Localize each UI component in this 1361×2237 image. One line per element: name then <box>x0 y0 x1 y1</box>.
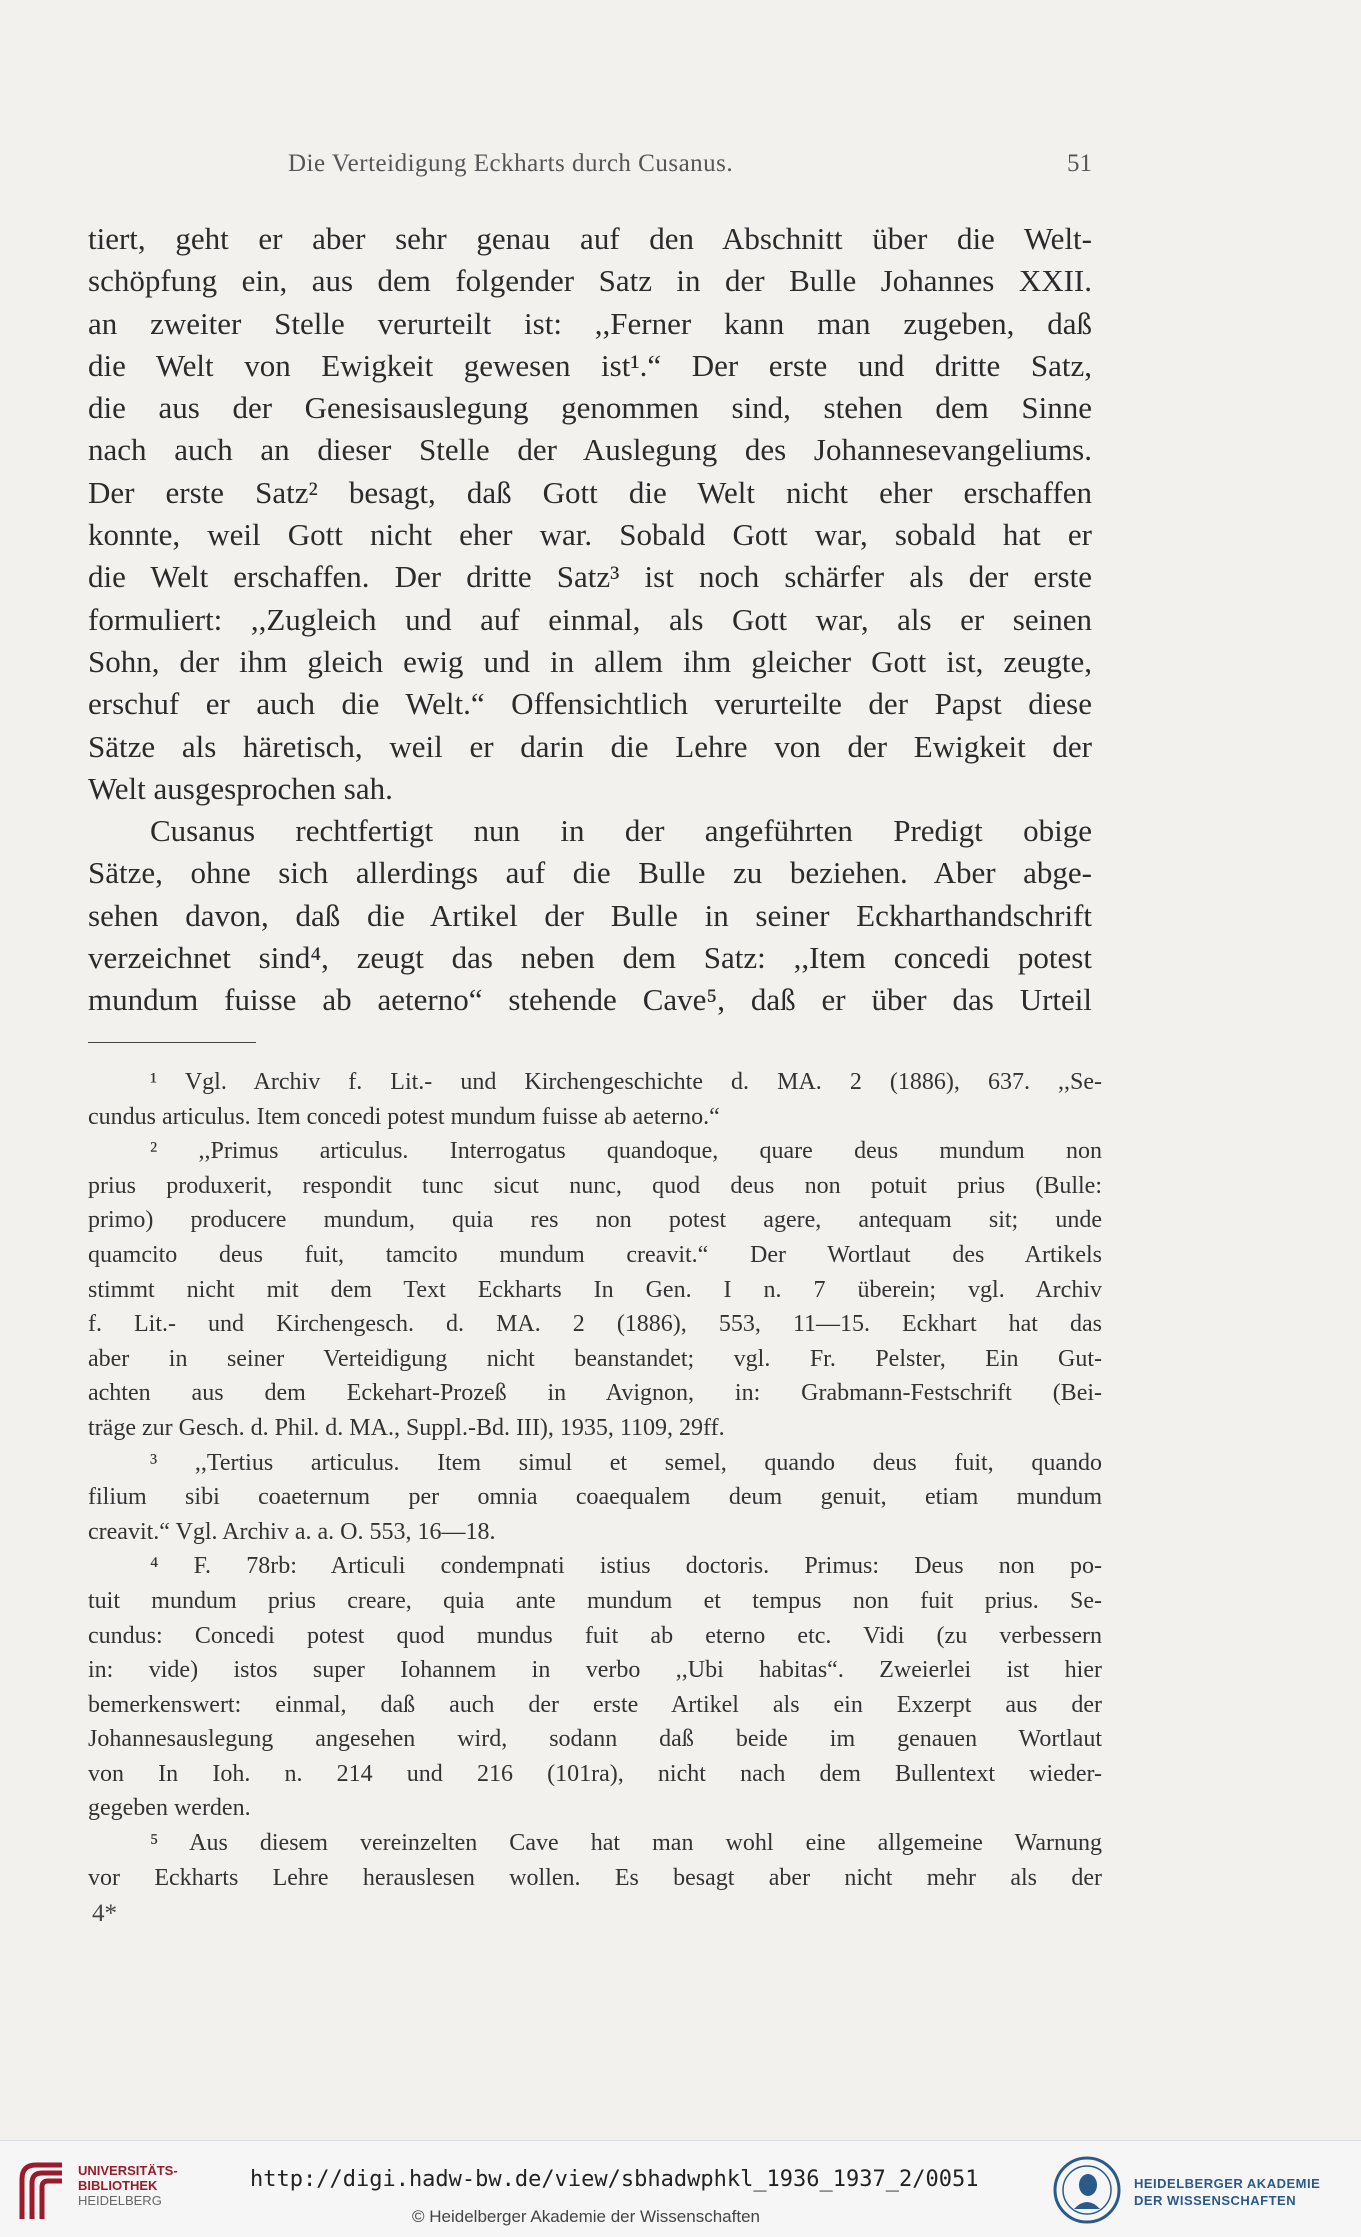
text-line: schöpfung ein, aus dem folgender Satz in der Bulle Johannes XXII. <box>88 263 1092 299</box>
text-line: Sohn, der ihm gleich ewig und in allem ihm gleicher Gott ist, zeugte, <box>88 643 1092 679</box>
footnote-line: in: vide) istos super Iohannem in verbo ,,Ubi habitas“. Zweierlei ist hier <box>88 1657 1102 1684</box>
footnote-line: ⁴ F. 78rb: Articuli condempnati istius doctoris. Primus: Deus non po- <box>150 1553 1102 1580</box>
footnote-line: ² ,,Primus articulus. Interrogatus quandoque, quare deus mundum non <box>150 1138 1102 1165</box>
footnotes <box>88 1065 1102 1895</box>
text-line: Welt ausgesprochen sah. <box>88 770 393 806</box>
text-line-indented: Cusanus rechtfertigt nun in der angeführten Predigt obige <box>150 813 1092 849</box>
footnote-line: cundus articulus. Item concedi potest mundum fuisse ab aeterno.“ <box>88 1103 720 1130</box>
footnote-line: gegeben werden. <box>88 1795 251 1822</box>
university-library-name <box>78 2163 178 2208</box>
text-line: formuliert: ,,Zugleich und auf einmal, als Gott war, als er seinen <box>88 601 1092 637</box>
footnote-line: Johannesauslegung angesehen wird, sodann daß beide im genauen Wortlaut <box>88 1726 1102 1753</box>
library-name-line1: UNIVERSITÄTS- <box>78 2163 178 2178</box>
text-line: konnte, weil Gott nicht eher war. Sobald Gott war, sobald hat er <box>88 517 1092 553</box>
text-line: an zweiter Stelle verurteilt ist: ,,Ferner kann man zugeben, daß <box>88 305 1092 341</box>
academy-seal-icon <box>1052 2155 1122 2225</box>
footnote-line: von In Ioh. n. 214 und 216 (101ra), nicht nach dem Bullentext wieder- <box>88 1760 1102 1787</box>
footnote-line: träge zur Gesch. d. Phil. d. MA., Suppl.-Bd. III), 1935, 1109, 29ff. <box>88 1414 725 1441</box>
footnote-line: aber in seiner Verteidigung nicht beanstandet; vgl. Fr. Pelster, Ein Gut- <box>88 1345 1102 1372</box>
copyright-notice: © Heidelberger Akademie der Wissenschaften <box>412 2207 760 2226</box>
footnote-line: ⁵ Aus diesem vereinzelten Cave hat man wohl eine allgemeine Warnung <box>150 1830 1102 1857</box>
text-line: Sätze, ohne sich allerdings auf die Bulle zu beziehen. Aber abge- <box>88 855 1092 891</box>
footnote-line: achten aus dem Eckehart-Prozeß in Avignon, in: Grabmann-Festschrift (Bei- <box>88 1380 1102 1407</box>
page-number: 51 <box>1067 150 1092 177</box>
viewer-footer <box>0 2140 1361 2237</box>
text-line: sehen davon, daß die Artikel der Bulle in seiner Eckharthandschrift <box>88 897 1092 933</box>
signature-mark: 4* <box>92 1900 117 1927</box>
academy-name-line1: HEIDELBERGER AKADEMIE <box>1134 2176 1321 2191</box>
text-line: tiert, geht er aber sehr genau auf den Abschnitt über die Welt- <box>88 221 1092 256</box>
library-name-line2: BIBLIOTHEK <box>78 2178 158 2193</box>
footnote-line: stimmt nicht mit dem Text Eckharts In Gen. I n. 7 überein; vgl. Archiv <box>88 1276 1102 1303</box>
footnote-line: ³ ,,Tertius articulus. Item simul et semel, quando deus fuit, quando <box>150 1449 1102 1476</box>
university-library-logo-icon <box>14 2159 70 2223</box>
academy-name <box>1134 2175 1320 2209</box>
footnote-line: creavit.“ Vgl. Archiv a. a. O. 553, 16—18. <box>88 1518 496 1545</box>
text-line: verzeichnet sind⁴, zeugt das neben dem Satz: ,,Item concedi potest <box>88 940 1092 976</box>
footnote-line: quamcito deus fuit, tamcito mundum creavit.“ Der Wortlaut des Artikels <box>88 1241 1102 1268</box>
text-line: Der erste Satz² besagt, daß Gott die Welt nicht eher erschaffen <box>88 474 1092 510</box>
text-line: die Welt erschaffen. Der dritte Satz³ ist noch schärfer als der erste <box>88 559 1092 595</box>
text-line: Sätze als häretisch, weil er darin die Lehre von der Ewigkeit der <box>88 728 1092 764</box>
permalink-url[interactable]: http://digi.hadw-bw.de/view/sbhadwphkl_1936_1937_2/0051 <box>250 2167 979 2192</box>
footnote-line: primo) producere mundum, quia res non potest agere, antequam sit; unde <box>88 1207 1102 1234</box>
main-text <box>88 218 1092 1022</box>
text-line: die Welt von Ewigkeit gewesen ist¹.“ Der erste und dritte Satz, <box>88 347 1092 383</box>
text-line: nach auch an dieser Stelle der Auslegung des Johannesevangeliums. <box>88 432 1092 468</box>
footnote-line: vor Eckharts Lehre herauslesen wollen. Es besagt aber nicht mehr als der <box>88 1864 1102 1891</box>
footnote-line: tuit mundum prius creare, quia ante mundum et tempus non fuit prius. Se- <box>88 1587 1102 1614</box>
library-city: HEIDELBERG <box>78 2193 162 2208</box>
footnote-line: ¹ Vgl. Archiv f. Lit.- und Kirchengeschichte d. MA. 2 (1886), 637. ,,Se- <box>150 1069 1102 1095</box>
text-line: mundum fuisse ab aeterno“ stehende Cave⁵, daß er über das Urteil <box>88 982 1092 1018</box>
running-title: Die Verteidigung Eckharts durch Cusanus. <box>288 150 734 177</box>
footnote-line: bemerkenswert: einmal, daß auch der erste Artikel als ein Exzerpt aus der <box>88 1691 1102 1718</box>
footnote-line: filium sibi coaeternum per omnia coaequalem deum genuit, etiam mundum <box>88 1484 1102 1511</box>
footnote-separator <box>88 1042 256 1043</box>
academy-name-line2: DER WISSENSCHAFTEN <box>1134 2193 1297 2208</box>
text-line: erschuf er auch die Welt.“ Offensichtlich verurteilte der Papst diese <box>88 686 1092 722</box>
footnote-line: cundus: Concedi potest quod mundus fuit ab eterno etc. Vidi (zu verbessern <box>88 1622 1102 1649</box>
footnote-line: prius produxerit, respondit tunc sicut nunc, quod deus non potuit prius (Bulle: <box>88 1172 1102 1199</box>
footnote-line: f. Lit.- und Kirchengesch. d. MA. 2 (1886), 553, 11—15. Eckhart hat das <box>88 1311 1102 1338</box>
text-line: die aus der Genesisauslegung genommen sind, stehen dem Sinne <box>88 390 1092 426</box>
